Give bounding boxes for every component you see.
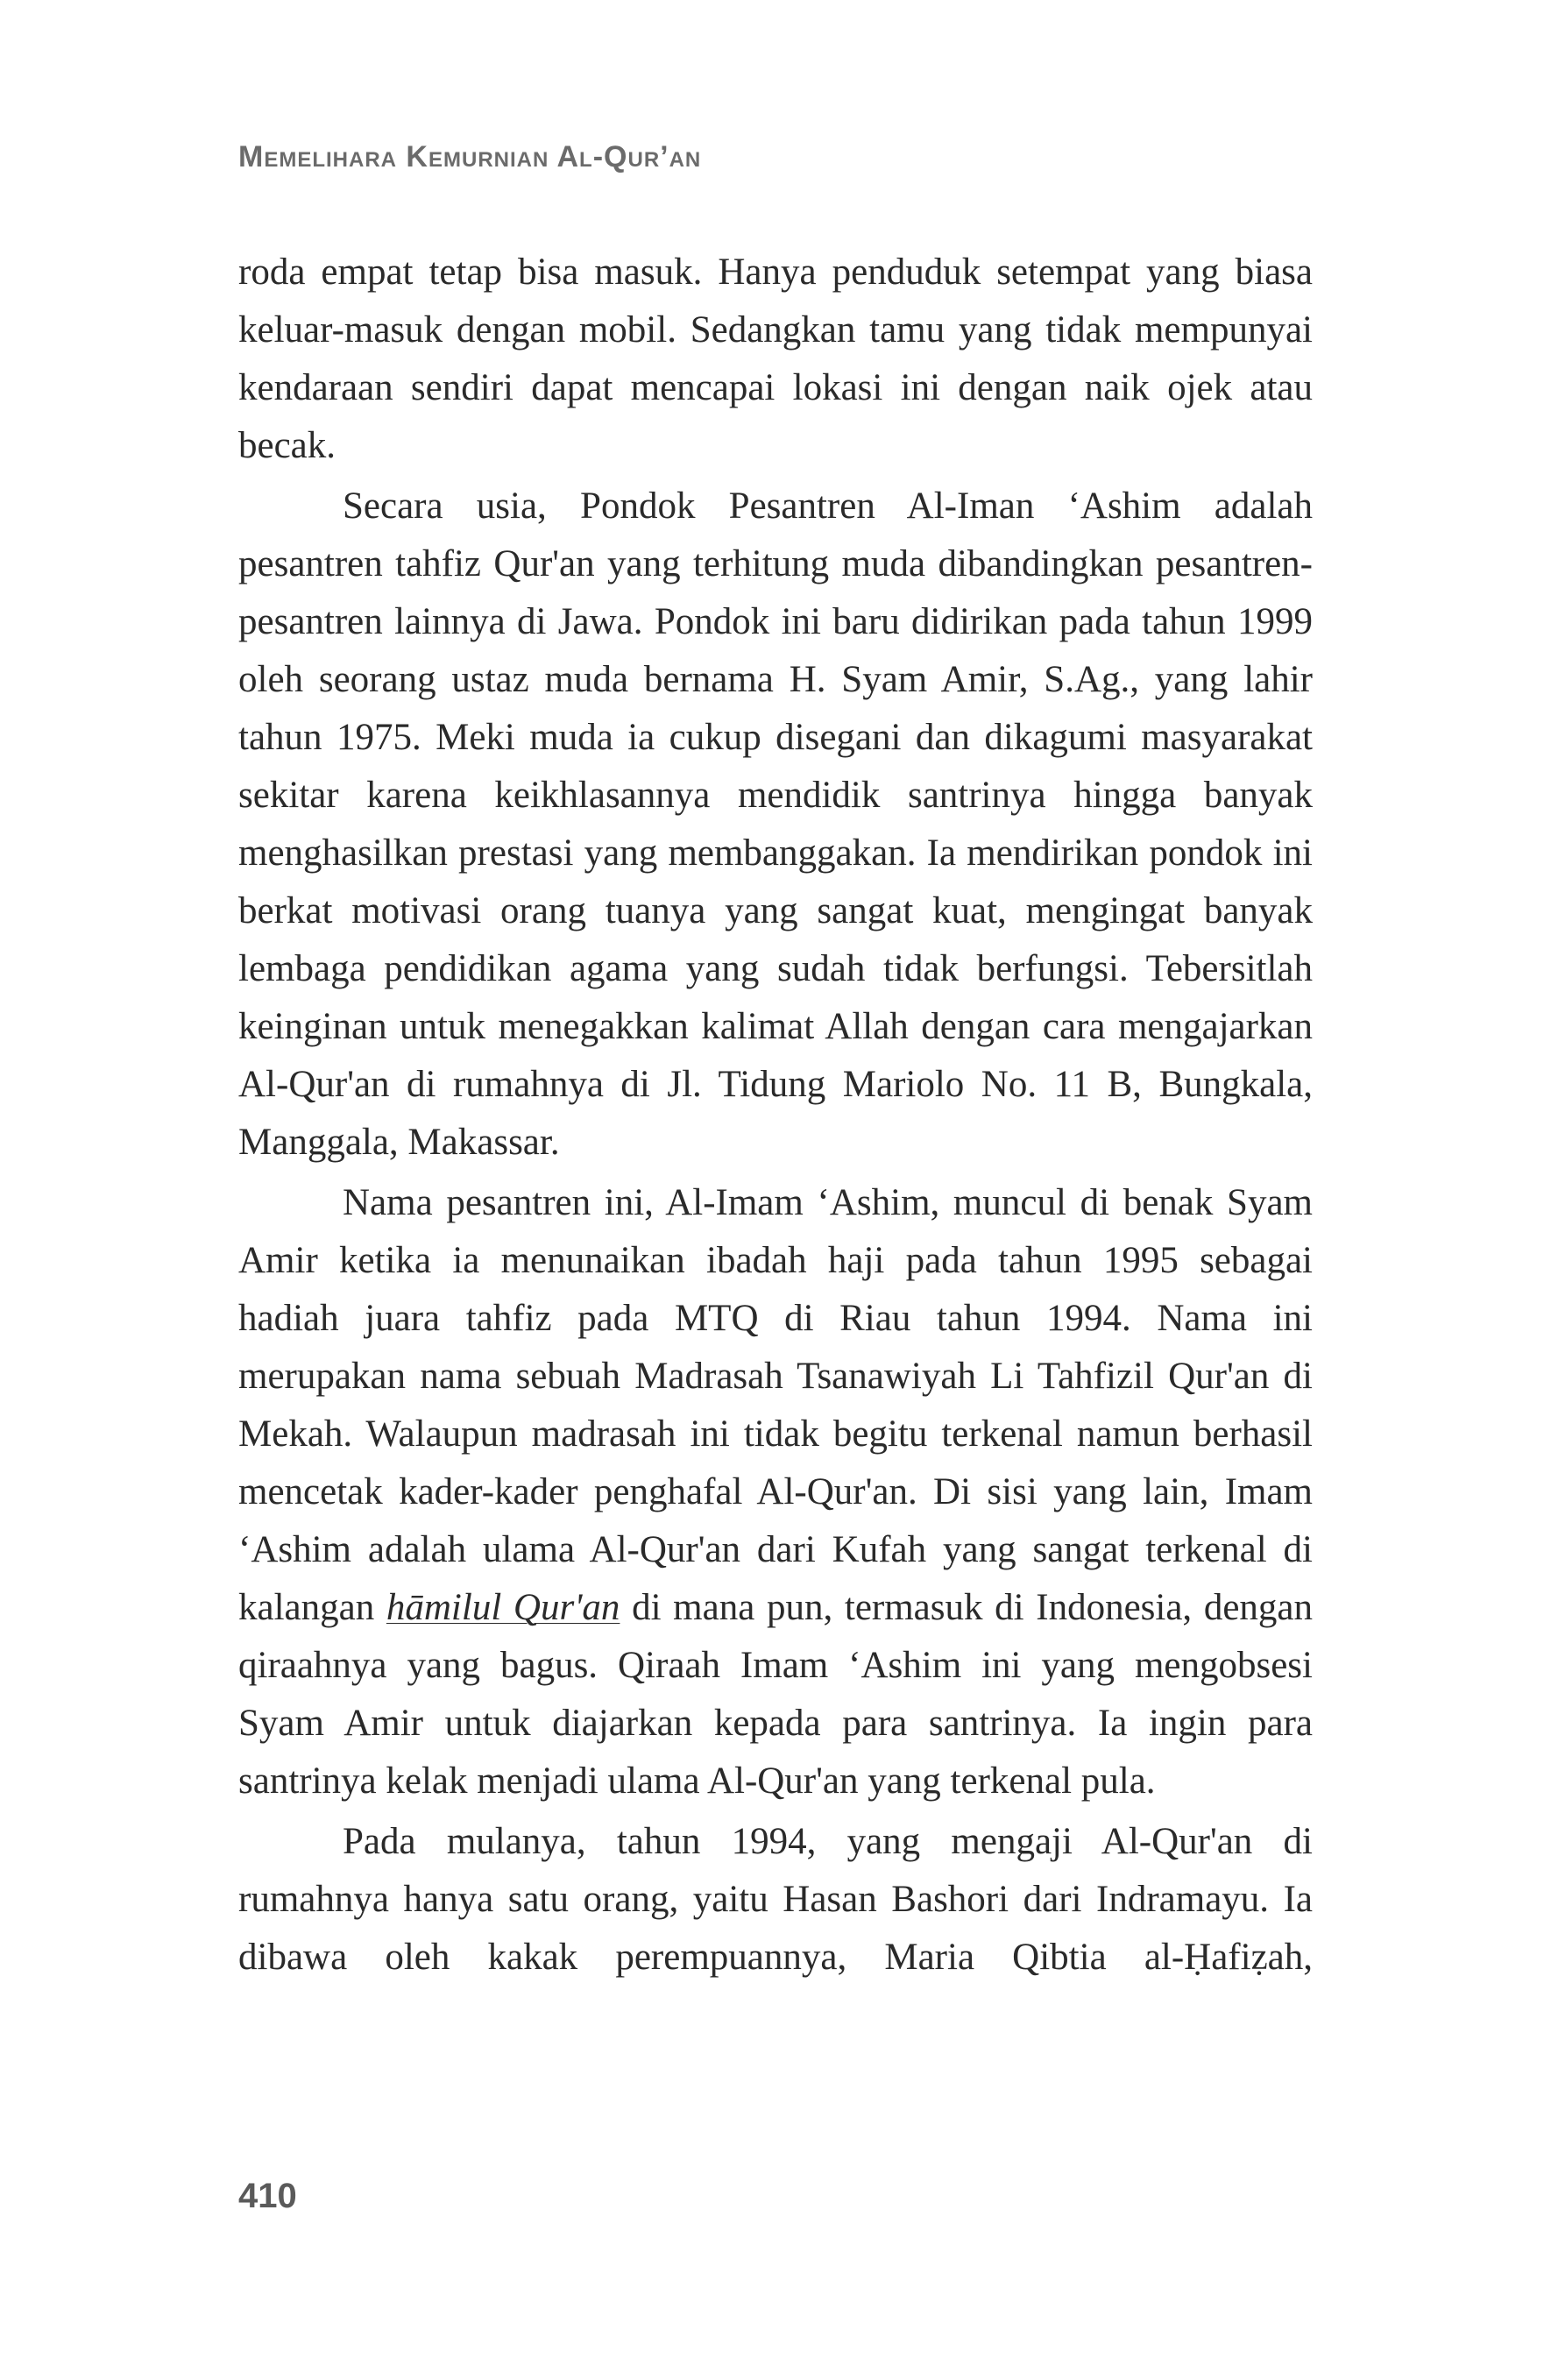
paragraph-3-text-end: di mana pun, termasuk di Indonesia, dengan qiraahnya yang bagus. Qiraah Imam ‘Ashim ini yang mengobsesi Syam Amir untuk diajarkan kepada para santrinya. Ia ingin para santrinya kelak menjadi ulama Al-Qur'an yang terkenal pula. (238, 1587, 1313, 1802)
italic-term: hāmilul Qur'an (386, 1587, 620, 1628)
paragraph-2: Secara usia, Pondok Pesantren Al-Iman ‘Ashim adalah pesantren tahfiz Qur'an yang terhitung muda dibandingkan pesantren-pesantren lainnya di Jawa. Pondok ini baru didirikan pada tahun 1999 oleh seorang ustaz muda bernama H. Syam Amir, S.Ag., yang lahir tahun 1975. Meki muda ia cukup disegani dan dikagumi masyarakat sekitar karena keikhlasannya mendidik santrinya hingga banyak menghasilkan prestasi yang membanggakan. Ia mendirikan pondok ini berkat motivasi orang tuanya yang sangat kuat, mengingat banyak lembaga pendidikan agama yang sudah tidak berfungsi. Tebersitlah keinginan untuk menegakkan kalimat Allah dengan cara mengajarkan Al-Qur'an di rumahnya di Jl. Tidung Mariolo No. 11 B, Bungkala, Manggala, Makassar. (238, 485, 1313, 1163)
body-text (238, 244, 1313, 1989)
paragraph-3 (238, 1174, 1313, 1810)
page-number: 410 (238, 2177, 297, 2215)
paragraph-1: roda empat tetap bisa masuk. Hanya penduduk setempat yang biasa keluar-masuk dengan mobil. Sedangkan tamu yang tidak mempunyai kendaraan sendiri dapat mencapai lokasi ini dengan naik ojek atau becak. (238, 251, 1313, 466)
paragraph-3-text-start: Nama pesantren ini, Al-Imam ‘Ashim, muncul di benak Syam Amir ketika ia menunaikan ibadah haji pada tahun 1995 sebagai hadiah juara tahfiz pada MTQ di Riau tahun 1994. Nama ini merupakan nama sebuah Madrasah Tsanawiyah Li Tahfizil Qur'an di Mekah. Walaupun madrasah ini tidak begitu terkenal namun berhasil mencetak kader-kader penghafal Al-Qur'an. Di sisi yang lain, Imam ‘Ashim adalah ulama Al-Qur'an dari Kufah yang sangat terkenal di kalangan (238, 1182, 1313, 1628)
paragraph-4: Pada mulanya, tahun 1994, yang mengaji Al-Qur'an di rumahnya hanya satu orang, yaitu Hasan Bashori dari Indramayu. Ia dibawa oleh kakak perempuannya, Maria Qibtia al-Ḥafiẓah, (238, 1821, 1313, 1978)
running-header: Memelihara Kemurnian Al-Qur’an (238, 140, 702, 174)
